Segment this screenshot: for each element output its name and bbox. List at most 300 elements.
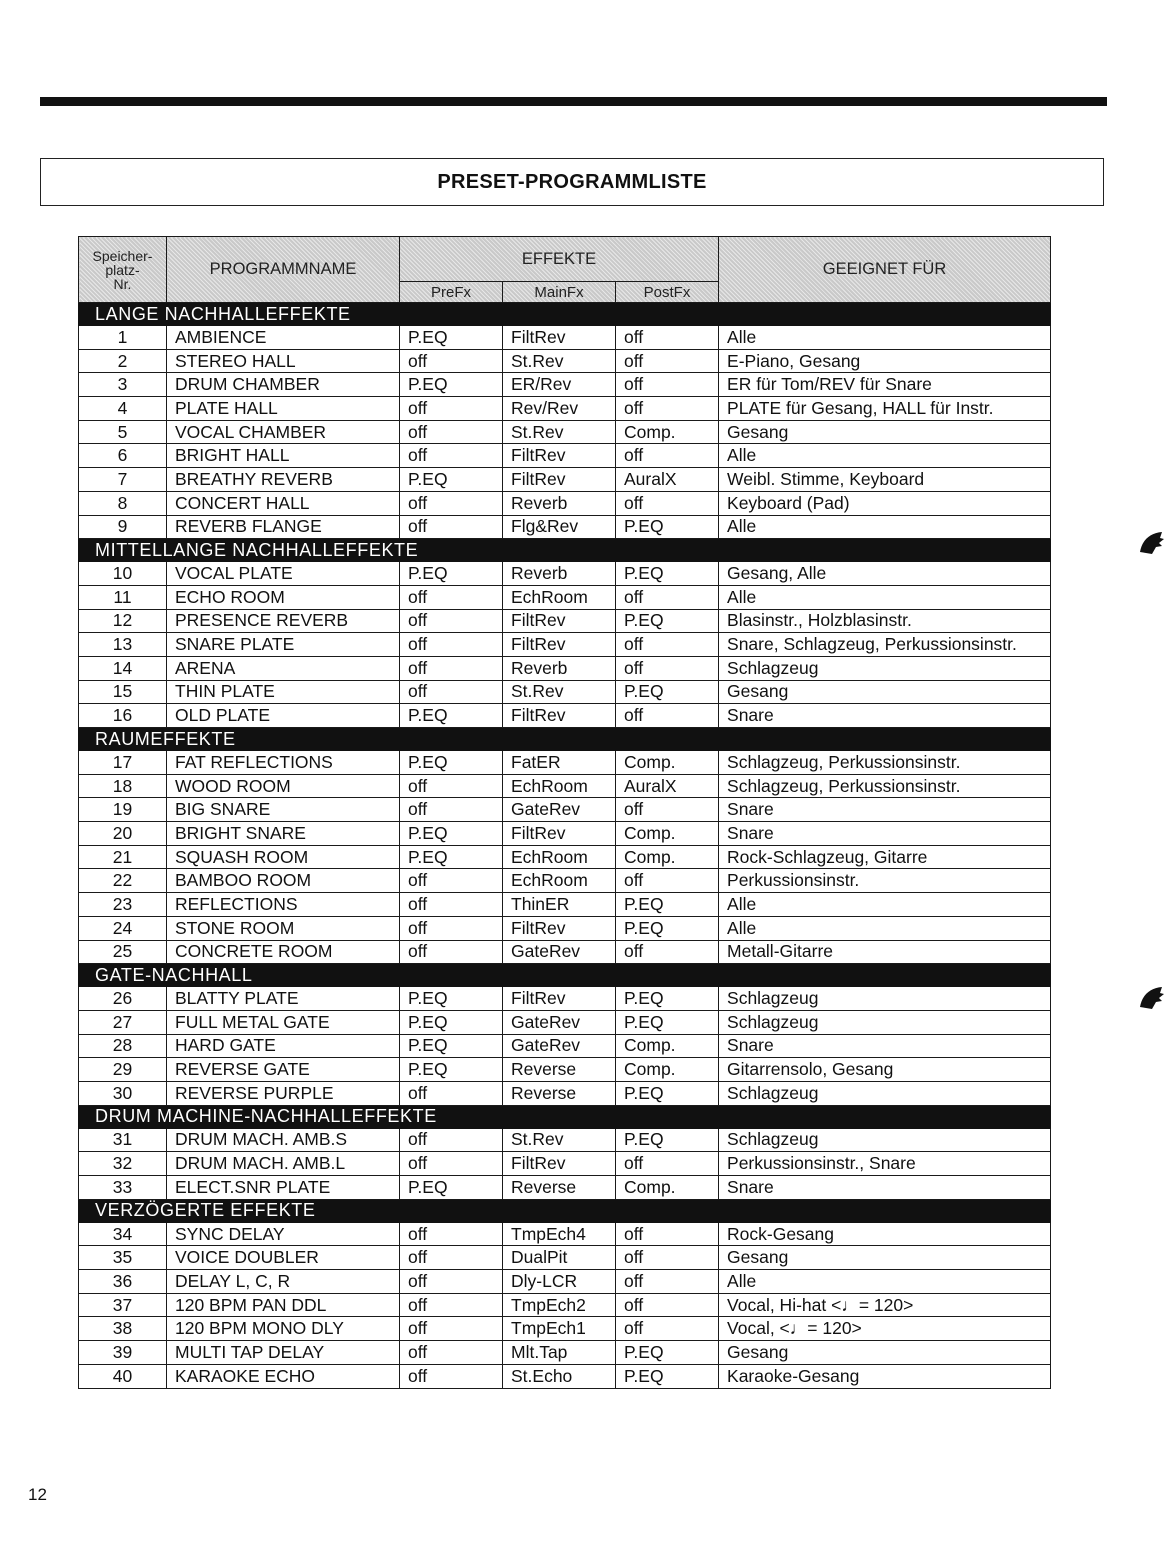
postfx-value: off — [616, 704, 719, 728]
section-title: GATE-NACHHALL — [79, 964, 1051, 987]
prefx-value: off — [400, 869, 503, 893]
program-name: HARD GATE — [167, 1034, 400, 1058]
geeignet-value: Gitarrensolo, Gesang — [719, 1058, 1051, 1082]
table-row — [79, 1128, 1051, 1152]
postfx-value: P.EQ — [616, 609, 719, 633]
table-row — [79, 869, 1051, 893]
table-row — [79, 515, 1051, 539]
postfx-value: off — [616, 1152, 719, 1176]
postfx-value: Comp. — [616, 822, 719, 846]
geeignet-value: Snare — [719, 1034, 1051, 1058]
row-number: 24 — [79, 916, 167, 940]
section-title: DRUM MACHINE-NACHHALLEFFEKTE — [79, 1105, 1051, 1128]
mainfx-value: FiltRev — [503, 326, 616, 350]
row-number: 25 — [79, 940, 167, 964]
postfx-value: off — [616, 373, 719, 397]
margin-arrow-mark-upper — [1138, 530, 1166, 556]
mainfx-value: FiltRev — [503, 468, 616, 492]
prefx-value: off — [400, 609, 503, 633]
table-row — [79, 916, 1051, 940]
prefx-value: off — [400, 349, 503, 373]
program-name: BLATTY PLATE — [167, 987, 400, 1011]
geeignet-value: Snare — [719, 1176, 1051, 1200]
prefx-value: off — [400, 1364, 503, 1388]
mainfx-value: Reverse — [503, 1081, 616, 1105]
table-row — [79, 444, 1051, 468]
table-row — [79, 1081, 1051, 1105]
geeignet-value: Blasinstr., Holzblasinstr. — [719, 609, 1051, 633]
program-name: VOCAL PLATE — [167, 562, 400, 586]
postfx-value: P.EQ — [616, 916, 719, 940]
postfx-value: off — [616, 656, 719, 680]
postfx-value: AuralX — [616, 774, 719, 798]
mainfx-value: FiltRev — [503, 704, 616, 728]
postfx-value: P.EQ — [616, 1010, 719, 1034]
mainfx-value: EchRoom — [503, 585, 616, 609]
postfx-value: off — [616, 397, 719, 421]
header-prefx: PreFx — [400, 282, 503, 303]
prefx-value: off — [400, 1081, 503, 1105]
program-name: BIG SNARE — [167, 798, 400, 822]
postfx-value: AuralX — [616, 468, 719, 492]
program-name: STONE ROOM — [167, 916, 400, 940]
table-row — [79, 940, 1051, 964]
row-number: 20 — [79, 822, 167, 846]
row-number: 40 — [79, 1364, 167, 1388]
row-number: 8 — [79, 491, 167, 515]
program-name: BREATHY REVERB — [167, 468, 400, 492]
prefx-value: off — [400, 491, 503, 515]
mainfx-value: Reverb — [503, 491, 616, 515]
geeignet-value: Gesang, Alle — [719, 562, 1051, 586]
program-name: SNARE PLATE — [167, 633, 400, 657]
postfx-value: Comp. — [616, 751, 719, 775]
table-row — [79, 656, 1051, 680]
geeignet-value: Schlagzeug — [719, 656, 1051, 680]
program-name: THIN PLATE — [167, 680, 400, 704]
table-row — [79, 1222, 1051, 1246]
margin-arrow-mark-lower — [1138, 985, 1166, 1011]
program-name: KARAOKE ECHO — [167, 1364, 400, 1388]
table-row — [79, 822, 1051, 846]
postfx-value: P.EQ — [616, 1081, 719, 1105]
mainfx-value: TmpEch1 — [503, 1317, 616, 1341]
prefx-value: off — [400, 1128, 503, 1152]
postfx-value: Comp. — [616, 1058, 719, 1082]
postfx-value: off — [616, 491, 719, 515]
table-row — [79, 1176, 1051, 1200]
program-name: 120 BPM MONO DLY — [167, 1317, 400, 1341]
row-number: 13 — [79, 633, 167, 657]
preset-table-container — [78, 236, 1050, 1389]
program-name: 120 BPM PAN DDL — [167, 1293, 400, 1317]
geeignet-value: Perkussionsinstr. — [719, 869, 1051, 893]
table-row — [79, 1270, 1051, 1294]
program-name: REVERB FLANGE — [167, 515, 400, 539]
program-name: AMBIENCE — [167, 326, 400, 350]
geeignet-value: Schlagzeug — [719, 1081, 1051, 1105]
prefx-value: off — [400, 774, 503, 798]
row-number: 14 — [79, 656, 167, 680]
geeignet-value: Schlagzeug — [719, 1128, 1051, 1152]
page-title: PRESET-PROGRAMMLISTE — [40, 158, 1104, 206]
mainfx-value: FiltRev — [503, 916, 616, 940]
prefx-value: P.EQ — [400, 845, 503, 869]
mainfx-value: EchRoom — [503, 869, 616, 893]
row-number: 4 — [79, 397, 167, 421]
postfx-value: off — [616, 1222, 719, 1246]
mainfx-value: GateRev — [503, 940, 616, 964]
header-mainfx: MainFx — [503, 282, 616, 303]
table-row — [79, 1058, 1051, 1082]
section-header-row — [79, 303, 1051, 326]
mainfx-value: TmpEch4 — [503, 1222, 616, 1246]
geeignet-value: Alle — [719, 916, 1051, 940]
geeignet-value: Vocal, Hi-hat <♩= 120> — [719, 1293, 1051, 1317]
prefx-value: off — [400, 397, 503, 421]
geeignet-value: Schlagzeug — [719, 987, 1051, 1011]
program-name: BRIGHT HALL — [167, 444, 400, 468]
row-number: 16 — [79, 704, 167, 728]
table-row — [79, 491, 1051, 515]
program-name: REVERSE PURPLE — [167, 1081, 400, 1105]
program-name: FAT REFLECTIONS — [167, 751, 400, 775]
table-row — [79, 609, 1051, 633]
section-title: VERZÖGERTE EFFEKTE — [79, 1199, 1051, 1222]
postfx-value: P.EQ — [616, 1341, 719, 1365]
geeignet-value: Alle — [719, 444, 1051, 468]
table-row — [79, 468, 1051, 492]
row-number: 21 — [79, 845, 167, 869]
postfx-value: P.EQ — [616, 562, 719, 586]
prefx-value: off — [400, 1152, 503, 1176]
prefx-value: P.EQ — [400, 562, 503, 586]
geeignet-value: Metall-Gitarre — [719, 940, 1051, 964]
prefx-value: P.EQ — [400, 326, 503, 350]
prefx-value: P.EQ — [400, 751, 503, 775]
mainfx-value: St.Rev — [503, 420, 616, 444]
prefx-value: P.EQ — [400, 822, 503, 846]
row-number: 6 — [79, 444, 167, 468]
row-number: 35 — [79, 1246, 167, 1270]
geeignet-value: Alle — [719, 326, 1051, 350]
section-title: LANGE NACHHALLEFFEKTE — [79, 303, 1051, 326]
postfx-value: off — [616, 1317, 719, 1341]
header-nr-line-2: platz- — [105, 261, 140, 278]
prefx-value: off — [400, 1293, 503, 1317]
table-row — [79, 798, 1051, 822]
table-row — [79, 562, 1051, 586]
table-row — [79, 1364, 1051, 1388]
section-title: RAUMEFFEKTE — [79, 728, 1051, 751]
row-number: 17 — [79, 751, 167, 775]
geeignet-value: Karaoke-Gesang — [719, 1364, 1051, 1388]
postfx-value: off — [616, 798, 719, 822]
prefx-value: P.EQ — [400, 1034, 503, 1058]
postfx-value: P.EQ — [616, 1128, 719, 1152]
header-geeignet-fuer: GEEIGNET FÜR — [719, 237, 1051, 303]
header-effekte: EFFEKTE — [400, 237, 719, 282]
prefx-value: P.EQ — [400, 1176, 503, 1200]
postfx-value: off — [616, 326, 719, 350]
mainfx-value: St.Echo — [503, 1364, 616, 1388]
program-name: ECHO ROOM — [167, 585, 400, 609]
section-header-row — [79, 1105, 1051, 1128]
geeignet-value: Keyboard (Pad) — [719, 491, 1051, 515]
program-name: MULTI TAP DELAY — [167, 1341, 400, 1365]
prefx-value: off — [400, 680, 503, 704]
section-header-row — [79, 964, 1051, 987]
program-name: ELECT.SNR PLATE — [167, 1176, 400, 1200]
program-name: SQUASH ROOM — [167, 845, 400, 869]
geeignet-value: Alle — [719, 893, 1051, 917]
postfx-value: off — [616, 585, 719, 609]
table-row — [79, 420, 1051, 444]
geeignet-value: Rock-Gesang — [719, 1222, 1051, 1246]
mainfx-value: TmpEch2 — [503, 1293, 616, 1317]
row-number: 31 — [79, 1128, 167, 1152]
mainfx-value: Reverse — [503, 1176, 616, 1200]
geeignet-value: Gesang — [719, 1341, 1051, 1365]
table-row — [79, 373, 1051, 397]
row-number: 37 — [79, 1293, 167, 1317]
geeignet-value: Gesang — [719, 1246, 1051, 1270]
program-name: FULL METAL GATE — [167, 1010, 400, 1034]
geeignet-value: Rock-Schlagzeug, Gitarre — [719, 845, 1051, 869]
table-row — [79, 1341, 1051, 1365]
mainfx-value: FiltRev — [503, 987, 616, 1011]
section-title: MITTELLANGE NACHHALLEFFEKTE — [79, 539, 1051, 562]
program-name: PRESENCE REVERB — [167, 609, 400, 633]
postfx-value: off — [616, 1293, 719, 1317]
mainfx-value: FiltRev — [503, 444, 616, 468]
prefx-value: P.EQ — [400, 704, 503, 728]
mainfx-value: Reverse — [503, 1058, 616, 1082]
program-name: WOOD ROOM — [167, 774, 400, 798]
table-row — [79, 845, 1051, 869]
row-number: 23 — [79, 893, 167, 917]
program-name: REFLECTIONS — [167, 893, 400, 917]
row-number: 15 — [79, 680, 167, 704]
table-row — [79, 751, 1051, 775]
program-name: CONCERT HALL — [167, 491, 400, 515]
header-postfx: PostFx — [616, 282, 719, 303]
prefx-value: off — [400, 798, 503, 822]
table-row — [79, 585, 1051, 609]
table-row — [79, 1152, 1051, 1176]
row-number: 11 — [79, 585, 167, 609]
geeignet-value: Vocal, <♩= 120> — [719, 1317, 1051, 1341]
section-header-row — [79, 539, 1051, 562]
postfx-value: off — [616, 869, 719, 893]
program-name: REVERSE GATE — [167, 1058, 400, 1082]
mainfx-value: EchRoom — [503, 845, 616, 869]
program-name: PLATE HALL — [167, 397, 400, 421]
prefx-value: P.EQ — [400, 468, 503, 492]
geeignet-value: Snare — [719, 822, 1051, 846]
table-row — [79, 349, 1051, 373]
geeignet-value: Weibl. Stimme, Keyboard — [719, 468, 1051, 492]
row-number: 33 — [79, 1176, 167, 1200]
prefx-value: P.EQ — [400, 987, 503, 1011]
mainfx-value: St.Rev — [503, 1128, 616, 1152]
row-number: 39 — [79, 1341, 167, 1365]
mainfx-value: Flg&Rev — [503, 515, 616, 539]
program-name: VOICE DOUBLER — [167, 1246, 400, 1270]
row-number: 30 — [79, 1081, 167, 1105]
page-number: 12 — [28, 1485, 47, 1504]
mainfx-value: Rev/Rev — [503, 397, 616, 421]
mainfx-value: GateRev — [503, 1010, 616, 1034]
geeignet-value: Alle — [719, 515, 1051, 539]
row-number: 32 — [79, 1152, 167, 1176]
row-number: 26 — [79, 987, 167, 1011]
postfx-value: P.EQ — [616, 515, 719, 539]
geeignet-value: Schlagzeug, Perkussionsinstr. — [719, 774, 1051, 798]
row-number: 2 — [79, 349, 167, 373]
prefx-value: off — [400, 1222, 503, 1246]
prefx-value: P.EQ — [400, 1010, 503, 1034]
row-number: 29 — [79, 1058, 167, 1082]
geeignet-value: Gesang — [719, 680, 1051, 704]
row-number: 10 — [79, 562, 167, 586]
prefx-value: off — [400, 1341, 503, 1365]
row-number: 9 — [79, 515, 167, 539]
table-row — [79, 704, 1051, 728]
prefx-value: off — [400, 940, 503, 964]
program-name: DELAY L, C, R — [167, 1270, 400, 1294]
geeignet-value: Snare — [719, 798, 1051, 822]
row-number: 36 — [79, 1270, 167, 1294]
program-name: OLD PLATE — [167, 704, 400, 728]
geeignet-value: Schlagzeug — [719, 1010, 1051, 1034]
program-name: DRUM CHAMBER — [167, 373, 400, 397]
prefx-value: off — [400, 420, 503, 444]
mainfx-value: St.Rev — [503, 680, 616, 704]
geeignet-value: Snare — [719, 704, 1051, 728]
geeignet-value: Alle — [719, 1270, 1051, 1294]
table-row — [79, 1293, 1051, 1317]
mainfx-value: DualPit — [503, 1246, 616, 1270]
geeignet-value: Perkussionsinstr., Snare — [719, 1152, 1051, 1176]
program-name: DRUM MACH. AMB.S — [167, 1128, 400, 1152]
row-number: 5 — [79, 420, 167, 444]
preset-table — [78, 236, 1051, 1389]
prefx-value: off — [400, 916, 503, 940]
program-name: BRIGHT SNARE — [167, 822, 400, 846]
row-number: 34 — [79, 1222, 167, 1246]
row-number: 3 — [79, 373, 167, 397]
program-name: BAMBOO ROOM — [167, 869, 400, 893]
geeignet-value: Gesang — [719, 420, 1051, 444]
mainfx-value: GateRev — [503, 1034, 616, 1058]
mainfx-value: Mlt.Tap — [503, 1341, 616, 1365]
mainfx-value: GateRev — [503, 798, 616, 822]
prefx-value: off — [400, 893, 503, 917]
header-nr-line-3: Nr. — [113, 275, 132, 292]
table-row — [79, 1034, 1051, 1058]
table-row — [79, 680, 1051, 704]
section-header-row — [79, 1199, 1051, 1222]
geeignet-value: ER für Tom/REV für Snare — [719, 373, 1051, 397]
header-nr-line-1: Speicher- — [92, 247, 153, 264]
postfx-value: off — [616, 349, 719, 373]
table-row — [79, 893, 1051, 917]
prefx-value: P.EQ — [400, 373, 503, 397]
mainfx-value: FiltRev — [503, 609, 616, 633]
program-name: SYNC DELAY — [167, 1222, 400, 1246]
postfx-value: Comp. — [616, 1034, 719, 1058]
prefx-value: off — [400, 1246, 503, 1270]
postfx-value: off — [616, 444, 719, 468]
postfx-value: Comp. — [616, 420, 719, 444]
postfx-value: Comp. — [616, 1176, 719, 1200]
postfx-value: P.EQ — [616, 680, 719, 704]
table-row — [79, 633, 1051, 657]
row-number: 1 — [79, 326, 167, 350]
table-row — [79, 774, 1051, 798]
mainfx-value: FiltRev — [503, 822, 616, 846]
geeignet-value: Alle — [719, 585, 1051, 609]
table-row — [79, 1317, 1051, 1341]
mainfx-value: EchRoom — [503, 774, 616, 798]
mainfx-value: Reverb — [503, 656, 616, 680]
header-speicherplatz-nr — [79, 237, 167, 303]
program-name: ARENA — [167, 656, 400, 680]
prefx-value: off — [400, 633, 503, 657]
mainfx-value: St.Rev — [503, 349, 616, 373]
table-row — [79, 397, 1051, 421]
table-row — [79, 987, 1051, 1011]
table-body — [79, 303, 1051, 1389]
postfx-value: P.EQ — [616, 1364, 719, 1388]
prefx-value: off — [400, 585, 503, 609]
mainfx-value: FatER — [503, 751, 616, 775]
mainfx-value: Reverb — [503, 562, 616, 586]
row-number: 27 — [79, 1010, 167, 1034]
top-rule — [40, 97, 1107, 106]
mainfx-value: FiltRev — [503, 633, 616, 657]
geeignet-value: Snare, Schlagzeug, Perkussionsinstr. — [719, 633, 1051, 657]
section-header-row — [79, 728, 1051, 751]
postfx-value: off — [616, 633, 719, 657]
row-number: 18 — [79, 774, 167, 798]
postfx-value: off — [616, 940, 719, 964]
program-name: STEREO HALL — [167, 349, 400, 373]
prefx-value: off — [400, 515, 503, 539]
row-number: 28 — [79, 1034, 167, 1058]
geeignet-value: E-Piano, Gesang — [719, 349, 1051, 373]
mainfx-value: FiltRev — [503, 1152, 616, 1176]
row-number: 38 — [79, 1317, 167, 1341]
mainfx-value: ER/Rev — [503, 373, 616, 397]
program-name: VOCAL CHAMBER — [167, 420, 400, 444]
prefx-value: off — [400, 1317, 503, 1341]
row-number: 19 — [79, 798, 167, 822]
postfx-value: P.EQ — [616, 987, 719, 1011]
table-row — [79, 326, 1051, 350]
prefx-value: off — [400, 656, 503, 680]
prefx-value: P.EQ — [400, 1058, 503, 1082]
table-row — [79, 1246, 1051, 1270]
postfx-value: P.EQ — [616, 893, 719, 917]
geeignet-value: Schlagzeug, Perkussionsinstr. — [719, 751, 1051, 775]
postfx-value: off — [616, 1246, 719, 1270]
mainfx-value: ThinER — [503, 893, 616, 917]
header-programmname: PROGRAMMNAME — [167, 237, 400, 303]
row-number: 7 — [79, 468, 167, 492]
prefx-value: off — [400, 444, 503, 468]
